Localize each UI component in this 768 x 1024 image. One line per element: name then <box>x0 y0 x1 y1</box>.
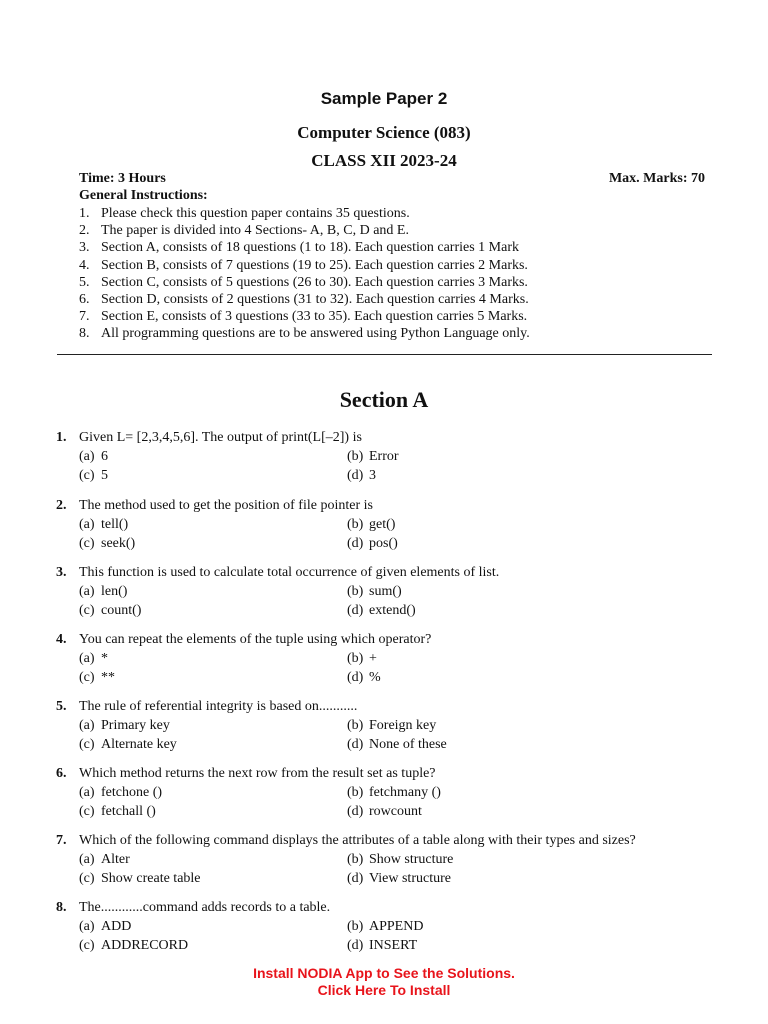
instruction-number: 2. <box>79 223 90 239</box>
option-label: (d) <box>347 804 364 819</box>
option-text: View structure <box>369 871 451 886</box>
instruction-item <box>79 257 530 274</box>
option-a <box>79 785 162 801</box>
option-label: (a) <box>79 584 95 599</box>
question-text: Which method returns the next row from the result set as tuple? <box>79 766 436 781</box>
option-a <box>79 449 108 465</box>
option-label: (b) <box>347 651 364 666</box>
instruction-text: All programming questions are to be answered using Python Language only. <box>101 326 530 342</box>
option-b <box>347 449 399 465</box>
option-d <box>347 804 422 820</box>
instruction-number: 3. <box>79 240 90 256</box>
question-number: 8. <box>56 900 67 915</box>
option-c <box>79 938 188 954</box>
option-text: fetchmany () <box>369 785 441 800</box>
option-label: (c) <box>79 737 95 752</box>
question-number: 7. <box>56 833 67 848</box>
horizontal-divider <box>57 354 712 355</box>
option-a <box>79 651 108 667</box>
option-label: (b) <box>347 919 364 934</box>
option-text: Alternate key <box>101 737 177 752</box>
option-b <box>347 852 453 868</box>
instructions-heading: General Instructions: <box>79 188 208 203</box>
option-text: + <box>369 651 377 666</box>
subject-title: Computer Science (083) <box>297 123 471 142</box>
option-text: None of these <box>369 737 447 752</box>
instruction-text: Section C, consists of 5 questions (26 to 30). Each question carries 3 Marks. <box>101 274 528 290</box>
option-c <box>79 468 108 484</box>
option-text: % <box>369 670 381 685</box>
instruction-item <box>79 274 530 291</box>
option-label: (d) <box>347 536 364 551</box>
question-text: This function is used to calculate total occurrence of given elements of list. <box>79 565 500 580</box>
option-text: tell() <box>101 517 129 532</box>
option-c <box>79 603 141 619</box>
option-a <box>79 919 131 935</box>
instruction-item <box>79 291 530 308</box>
instruction-item <box>79 308 530 325</box>
option-text: Alter <box>101 852 130 867</box>
instruction-text: Section E, consists of 3 questions (33 to 35). Each question carries 5 Marks. <box>101 309 528 325</box>
option-a <box>79 852 130 868</box>
instruction-text: The paper is divided into 4 Sections- A, B, C, D and E. <box>101 223 409 239</box>
option-text: APPEND <box>369 919 424 934</box>
option-label: (a) <box>79 718 95 733</box>
option-label: (d) <box>347 670 364 685</box>
question-number: 6. <box>56 766 67 781</box>
option-text: fetchall () <box>101 804 156 819</box>
class-title: CLASS XII 2023-24 <box>311 151 457 170</box>
option-text: 6 <box>101 449 108 464</box>
option-b <box>347 517 395 533</box>
question-text: Given L= [2,3,4,5,6]. The output of print(L[–2]) is <box>79 430 362 445</box>
option-text: * <box>101 651 108 666</box>
option-label: (a) <box>79 852 95 867</box>
instruction-text: Please check this question paper contains 35 questions. <box>101 206 410 221</box>
option-d <box>347 938 417 954</box>
option-b <box>347 718 436 734</box>
option-text: seek() <box>101 536 136 551</box>
option-text: get() <box>369 517 396 532</box>
instruction-item <box>79 205 530 222</box>
option-d <box>347 737 447 753</box>
instruction-number: 7. <box>79 309 90 325</box>
option-b <box>347 584 402 600</box>
instruction-number: 8. <box>79 326 90 342</box>
option-text: INSERT <box>369 938 418 953</box>
option-text: sum() <box>369 584 402 599</box>
option-text: ** <box>101 670 115 685</box>
instructions-list <box>79 205 530 343</box>
option-label: (d) <box>347 938 364 953</box>
option-label: (b) <box>347 718 364 733</box>
option-label: (d) <box>347 871 364 886</box>
instruction-text: Section A, consists of 18 questions (1 to 18). Each question carries 1 Mark <box>101 240 519 256</box>
option-text: len() <box>101 584 128 599</box>
time-label: Time: 3 Hours <box>79 171 166 186</box>
option-d <box>347 603 416 619</box>
option-c <box>79 804 156 820</box>
option-label: (d) <box>347 468 364 483</box>
instruction-text: Section B, consists of 7 questions (19 to 25). Each question carries 2 Marks. <box>101 257 528 273</box>
option-text: Show create table <box>101 871 201 886</box>
option-label: (b) <box>347 517 364 532</box>
instruction-number: 6. <box>79 291 90 307</box>
option-text: Foreign key <box>369 718 437 733</box>
option-d <box>347 536 398 552</box>
option-label: (c) <box>79 536 95 551</box>
instruction-item <box>79 222 530 239</box>
option-text: Show structure <box>369 852 454 867</box>
option-label: (a) <box>79 651 95 666</box>
instruction-number: 4. <box>79 257 90 273</box>
section-title: Section A <box>339 387 429 412</box>
option-c <box>79 871 201 887</box>
option-text: fetchone () <box>101 785 163 800</box>
option-text: 3 <box>369 468 376 483</box>
question-text: The rule of referential integrity is based on........... <box>79 699 358 714</box>
option-text: Primary key <box>101 718 170 733</box>
instruction-item <box>79 239 530 256</box>
option-label: (a) <box>79 517 95 532</box>
option-label: (b) <box>347 785 364 800</box>
option-a <box>79 517 128 533</box>
option-label: (a) <box>79 785 95 800</box>
option-d <box>347 468 376 484</box>
instruction-item <box>79 325 530 342</box>
install-app-text[interactable]: Install NODIA App to See the Solutions. <box>253 965 515 981</box>
option-text: Error <box>369 449 399 464</box>
option-text: count() <box>101 603 142 618</box>
question-number: 1. <box>56 430 67 445</box>
option-label: (c) <box>79 938 95 953</box>
option-text: ADDRECORD <box>101 938 189 953</box>
option-b <box>347 919 423 935</box>
option-d <box>347 670 381 686</box>
option-label: (a) <box>79 449 95 464</box>
max-marks-label: Max. Marks: 70 <box>608 171 705 186</box>
option-text: 5 <box>101 468 108 483</box>
option-text: rowcount <box>369 804 422 819</box>
option-label: (b) <box>347 584 364 599</box>
instruction-number: 5. <box>79 274 90 290</box>
option-label: (c) <box>79 603 95 618</box>
click-to-install-text[interactable]: Click Here To Install <box>317 982 451 998</box>
question-number: 3. <box>56 565 67 580</box>
option-text: pos() <box>369 536 398 551</box>
option-label: (c) <box>79 804 95 819</box>
option-text: ADD <box>101 919 132 934</box>
install-app-link[interactable] <box>0 965 768 999</box>
option-c <box>79 670 115 686</box>
option-text: extend() <box>369 603 416 618</box>
question-text: Which of the following command displays the attributes of a table along with their types and sizes? <box>79 833 636 848</box>
instruction-number: 1. <box>79 206 90 221</box>
question-text: The............command adds records to a table. <box>79 900 331 915</box>
option-c <box>79 536 135 552</box>
question-number: 2. <box>56 498 67 513</box>
option-b <box>347 785 441 801</box>
option-label: (b) <box>347 449 364 464</box>
option-b <box>347 651 377 667</box>
option-label: (d) <box>347 737 364 752</box>
option-label: (b) <box>347 852 364 867</box>
question-text: The method used to get the position of file pointer is <box>79 498 373 513</box>
option-a <box>79 584 127 600</box>
option-label: (d) <box>347 603 364 618</box>
paper-title: Sample Paper 2 <box>320 89 448 108</box>
question-number: 5. <box>56 699 67 714</box>
option-label: (c) <box>79 871 95 886</box>
option-label: (c) <box>79 670 95 685</box>
option-d <box>347 871 451 887</box>
instruction-text: Section D, consists of 2 questions (31 to 32). Each question carries 4 Marks. <box>101 291 529 307</box>
option-c <box>79 737 177 753</box>
option-label: (a) <box>79 919 95 934</box>
option-a <box>79 718 170 734</box>
question-number: 4. <box>56 632 67 647</box>
option-label: (c) <box>79 468 95 483</box>
question-text: You can repeat the elements of the tuple using which operator? <box>79 632 432 647</box>
